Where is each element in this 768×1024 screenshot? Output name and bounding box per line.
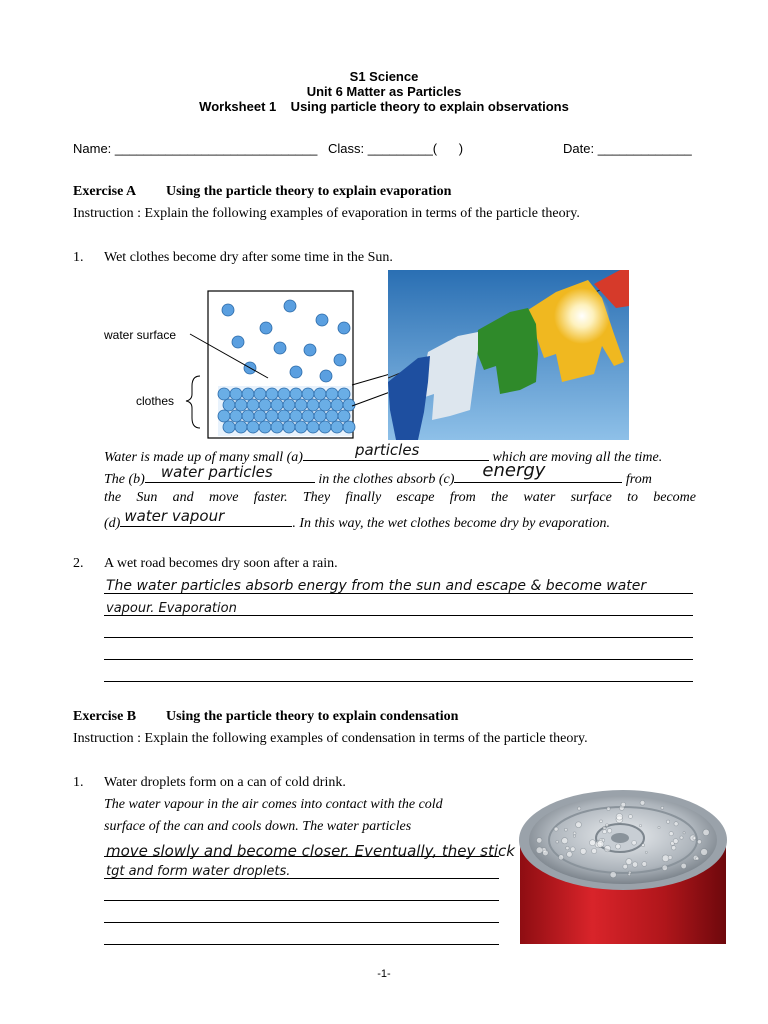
exercise-b-q1-answer-line1: move slowly and become closer. Eventually, they stick bbox=[106, 842, 515, 860]
exercise-b-q1-text: Water droplets form on a can of cold drink. bbox=[104, 775, 346, 790]
exercise-b-q1-number: 1. bbox=[73, 775, 84, 790]
particle-diagram bbox=[100, 290, 390, 440]
class-label: Class: bbox=[328, 141, 368, 156]
class-field bbox=[328, 141, 463, 156]
date-field bbox=[563, 141, 692, 156]
exercise-a-label: Exercise A bbox=[73, 184, 137, 199]
answer-d: water vapour bbox=[124, 507, 225, 525]
exercise-b-instruction: Instruction : Explain the following examples of condensation in terms of the particle theory. bbox=[73, 731, 588, 746]
exercise-b-label: Exercise B bbox=[73, 709, 137, 724]
q1-line2-mid: in the clothes absorb (c) bbox=[314, 472, 455, 487]
exercise-a-q2-answer-line2: vapour. Evaporation bbox=[106, 601, 237, 616]
clothesline-image bbox=[388, 270, 629, 440]
q1-line2-pre: The (b) bbox=[104, 472, 145, 487]
worksheet-title: Worksheet 1 Using particle theory to explain observations bbox=[199, 99, 569, 114]
answer-line[interactable] bbox=[104, 637, 693, 638]
exercise-b-q1-given1: The water vapour in the air comes into contact with the cold bbox=[104, 797, 443, 812]
answer-blank-d[interactable] bbox=[120, 507, 292, 527]
clothesline-photo bbox=[388, 270, 629, 440]
exercise-a-q1-number: 1. bbox=[73, 250, 84, 265]
date-blank: _____________ bbox=[597, 141, 692, 156]
q1-line4-pre: (d) bbox=[104, 516, 121, 531]
answer-blank-b[interactable] bbox=[145, 463, 315, 483]
exercise-a-q2-number: 2. bbox=[73, 556, 84, 571]
q1-line4-post: . In this way, the wet clothes become dry by evaporation. bbox=[292, 516, 610, 531]
q1-line1-pre: Water is made up of many small (a) bbox=[104, 450, 303, 465]
exercise-a-title: Using the particle theory to explain evaporation bbox=[166, 184, 452, 199]
worksheet-subject: S1 Science bbox=[349, 69, 419, 84]
exercise-a-q1-line2 bbox=[104, 460, 696, 488]
name-field bbox=[73, 141, 317, 156]
answer-line[interactable] bbox=[104, 593, 693, 594]
answer-c: energy bbox=[482, 460, 546, 481]
exercise-a-instruction: Instruction : Explain the following examples of evaporation in terms of the particle theory. bbox=[73, 206, 580, 221]
answer-line[interactable] bbox=[104, 615, 693, 616]
answer-line[interactable] bbox=[104, 944, 499, 945]
name-blank: ____________________________ bbox=[114, 141, 318, 156]
worksheet-unit: Unit 6 Matter as Particles bbox=[306, 84, 462, 99]
exercise-a-q1-line3: the Sun and move faster. They finally escape from the water surface to become bbox=[104, 490, 696, 505]
particle-diagram-svg bbox=[100, 290, 390, 440]
exercise-b-title: Using the particle theory to explain condensation bbox=[166, 709, 459, 724]
date-label: Date: bbox=[563, 141, 598, 156]
callout-lines bbox=[350, 360, 392, 410]
class-blank: _________( ) bbox=[367, 141, 464, 156]
exercise-a-q2-text: A wet road becomes dry soon after a rain. bbox=[104, 556, 338, 571]
label-clothes: clothes bbox=[136, 394, 175, 408]
exercise-b-q1-answer-line2: tgt and form water droplets. bbox=[106, 864, 291, 879]
answer-line[interactable] bbox=[104, 878, 499, 879]
cold-can-photo bbox=[516, 768, 730, 944]
answer-blank-a[interactable] bbox=[303, 441, 489, 461]
cold-can-image bbox=[516, 768, 730, 944]
page-number: -1- bbox=[377, 968, 391, 980]
answer-b: water particles bbox=[160, 463, 273, 481]
exercise-a-q1-text: Wet clothes become dry after some time in the Sun. bbox=[104, 250, 393, 265]
answer-line[interactable] bbox=[104, 659, 693, 660]
name-label: Name: bbox=[73, 141, 115, 156]
exercise-b-q1-given2: surface of the can and cools down. The water particles bbox=[104, 819, 412, 834]
answer-a: particles bbox=[354, 441, 420, 459]
label-water-surface: water surface bbox=[104, 328, 177, 342]
q1-line2-post: from bbox=[622, 472, 652, 487]
answer-line[interactable] bbox=[104, 900, 499, 901]
q1-line1-post: which are moving all the time. bbox=[488, 450, 663, 465]
exercise-a-q2-answer-line1: The water particles absorb energy from the sun and escape & become water bbox=[106, 578, 647, 594]
answer-line[interactable] bbox=[104, 681, 693, 682]
answer-blank-c[interactable] bbox=[454, 460, 622, 483]
answer-line[interactable] bbox=[104, 922, 499, 923]
answer-line[interactable] bbox=[104, 856, 499, 857]
exercise-a-q1-line4 bbox=[104, 507, 696, 532]
